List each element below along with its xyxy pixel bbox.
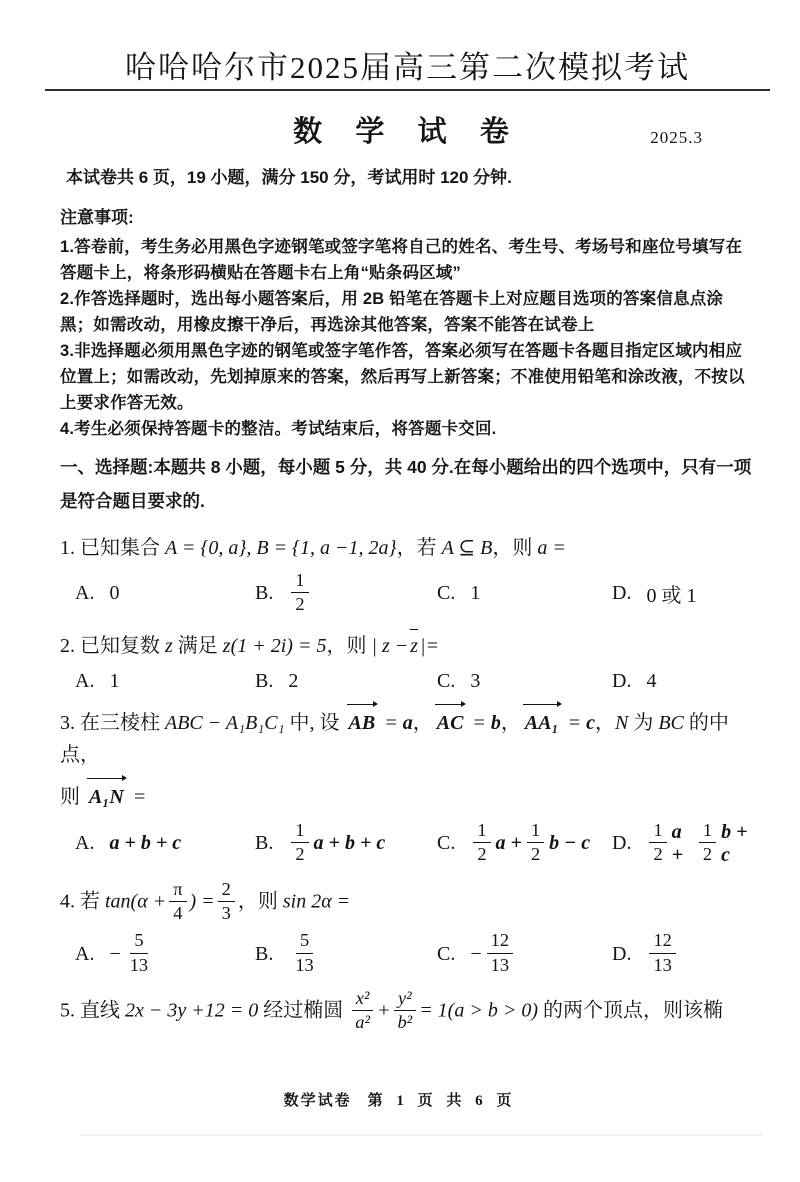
stem-text: 为 — [628, 711, 659, 734]
notice-heading: 注意事项: — [60, 208, 134, 227]
stem-text: ，若 — [396, 537, 442, 559]
option-a — [75, 932, 255, 976]
stem-text: ，则 — [237, 890, 283, 913]
fraction: $\frac{5}{13}$ — [129, 930, 149, 975]
fraction: $\frac{1}{2}$ — [649, 821, 666, 865]
option-label: B. — [255, 582, 274, 605]
option-label: B. — [255, 669, 274, 692]
option-c — [437, 932, 612, 976]
question-1-options — [60, 572, 755, 616]
option-a — [75, 670, 255, 693]
stem-text: ， — [500, 711, 521, 734]
math-close-eq: ) = — [189, 890, 215, 913]
exam-page — [0, 50, 800, 1034]
question-4-text — [60, 878, 755, 925]
fraction-2-3: $\frac{2}{3}$ — [218, 880, 235, 924]
stem-text: ，则 — [326, 634, 372, 657]
question-2 — [60, 630, 755, 693]
stem-text: 3. 在三棱柱 — [60, 711, 165, 734]
stem-text: 经过椭圆 — [258, 999, 349, 1022]
option-value: 4 — [646, 669, 657, 692]
math-c: c — [586, 711, 595, 734]
stem-text: 中, 设 — [284, 711, 345, 734]
question-3 — [60, 707, 755, 867]
footer-paper-name: 数学试卷 — [283, 1093, 352, 1109]
option-value: 2 — [288, 669, 299, 692]
option-c — [437, 670, 612, 693]
fraction: $\frac{1}{2}$ — [699, 821, 716, 865]
vector-AB: AB — [346, 707, 379, 739]
math-abs-close: |= — [420, 634, 440, 657]
option-value: a + b + c — [313, 832, 386, 855]
notice-item-1: 1.答卷前，考生务必用黑色字迹钢笔或签字笔将自己的姓名、考生号、考场号和座位号填写在答题卡上，将条形码横贴在答题卡右上角“贴条码区域” — [60, 238, 743, 282]
fraction: $\frac{1}{2}$ — [291, 821, 308, 865]
option-label: B. — [255, 942, 274, 965]
option-value: a + — [671, 820, 684, 866]
stem-text: 1. 已知集合 — [60, 537, 165, 559]
option-label: A. — [75, 669, 95, 692]
option-c — [437, 582, 612, 605]
fraction-x2-a2: $\frac{\text{x²}}{\text{a²}}$ — [351, 989, 374, 1033]
question-5-text — [60, 987, 755, 1034]
option-value: 3 — [470, 669, 481, 692]
option-value: a + — [495, 832, 522, 855]
option-value: 0 — [109, 582, 120, 605]
vector-AC: AC — [434, 707, 467, 739]
option-label: C. — [437, 942, 456, 965]
fraction: $\frac{5}{13}$ — [295, 930, 314, 975]
question-1-text — [60, 532, 755, 564]
math-N: N — [614, 711, 629, 734]
scan-edge-line — [80, 1134, 762, 1136]
minus-sign: − — [109, 942, 121, 965]
option-d — [612, 821, 755, 867]
math-equals: = — [127, 785, 147, 808]
fraction: $\frac{1}{2}$ — [473, 821, 490, 865]
stem-text: 的两个顶点，则该椭 — [538, 999, 723, 1022]
option-label: D. — [612, 669, 632, 692]
header-divider — [45, 89, 770, 91]
exam-title: 哈哈哈尔市2025届高三第二次模拟考试 — [125, 50, 690, 85]
question-2-text — [60, 630, 755, 662]
stem-text: ， — [412, 711, 433, 734]
exam-date: 2025.3 — [650, 128, 703, 147]
option-b — [255, 572, 437, 616]
option-label: C. — [437, 582, 456, 605]
notice-item-3: 3.非选择题必须用黑色字迹的钢笔或签字笔作答，答案必须写在答题卡各题目指定区域内相应位置上；如需改动，先划掉原来的答案，然后再写上新答案；不准使用铅笔和涂改液，不按以上要求作答无效。 — [60, 342, 745, 412]
math-equals: = — [562, 711, 587, 734]
stem-text: 则 — [60, 785, 85, 808]
paper-info: 本试卷共 6 页，19 小题，满分 150 分，考试用时 120 分钟. — [66, 168, 512, 187]
option-value: b − c — [549, 832, 591, 855]
footer-page-number: 第 1 页 共 6 页 — [367, 1093, 517, 1109]
option-d — [612, 670, 755, 693]
math-plus: + — [376, 999, 391, 1022]
minus-sign: − — [470, 942, 482, 965]
option-b — [255, 932, 437, 976]
option-value: 1 — [470, 582, 481, 605]
question-4-options — [60, 932, 755, 976]
option-label: C. — [437, 832, 456, 855]
question-3-options — [60, 821, 755, 867]
option-label: B. — [255, 832, 274, 855]
vector-AA1: AA₁ — [522, 707, 562, 739]
option-value: b + c — [721, 820, 748, 866]
fraction: $\frac{12}{13}$ — [487, 931, 513, 975]
stem-text: ，则 — [492, 537, 538, 559]
fraction: $\frac{1}{2}$ — [527, 821, 544, 865]
stem-text: 满足 — [172, 634, 223, 657]
option-value: a + b + c — [109, 832, 182, 855]
option-label: A. — [75, 832, 95, 855]
question-3-text-line2 — [60, 781, 755, 813]
math-z-conjugate: z — [408, 630, 420, 662]
option-value: 0 或 1 — [646, 585, 697, 608]
option-d — [612, 579, 755, 608]
stem-text: 的中点， — [60, 711, 729, 766]
math-line-eq: 2x − 3y +12 = 0 — [125, 999, 259, 1022]
math-BC: BC — [658, 711, 684, 734]
paper-title: 数 学 试 卷 — [293, 116, 522, 148]
vector-A1N: A₁N — [86, 781, 127, 813]
question-5 — [60, 987, 755, 1034]
math-set-defs: A = {0, a}, B = {1, a −1, 2a} — [165, 537, 397, 559]
option-label: D. — [612, 832, 632, 855]
math-z: z — [165, 634, 173, 657]
math-prism: ABC − A₁B₁C₁ — [165, 711, 285, 734]
notice-list — [60, 234, 755, 442]
notice-item-2: 2.作答选择题时，选出每小题答案后，用 2B 铅笔在答题卡上对应题目选项的答案信息点涂黑；如需改动，用橡皮擦干净后，再选涂其他答案，答案不能答在试卷上 — [60, 290, 724, 334]
option-value: 1 — [109, 669, 120, 692]
stem-text: 5. 直线 — [60, 999, 125, 1022]
fraction-pi-4: $\frac{\pi}{4}$ — [169, 880, 186, 924]
math-equation: z(1 + 2i) = 5 — [222, 634, 327, 657]
math-ellipse-cond: = 1(a > b > 0) — [419, 999, 538, 1022]
math-abs-open: | z − — [371, 634, 409, 657]
option-a — [75, 832, 255, 855]
option-d — [612, 932, 755, 976]
math-tan-open: tan(α + — [105, 890, 167, 913]
option-label: D. — [612, 582, 632, 605]
fraction: $\frac{1}{2}$ — [291, 571, 308, 615]
question-2-options — [60, 670, 755, 693]
stem-text: ， — [594, 711, 615, 734]
option-b — [255, 670, 437, 693]
question-4 — [60, 878, 755, 976]
math-equals: = — [467, 711, 491, 734]
math-unknown: a = — [537, 537, 566, 559]
option-label: A. — [75, 942, 95, 965]
paper-title-row — [60, 114, 755, 150]
option-label: A. — [75, 582, 95, 605]
option-label: C. — [437, 669, 456, 692]
math-equals: = — [379, 711, 403, 734]
math-sin2a: sin 2α = — [282, 890, 351, 913]
option-c — [437, 819, 612, 866]
question-3-text-line1 — [60, 707, 755, 771]
stem-text: 2. 已知复数 — [60, 634, 165, 657]
stem-text: 4. 若 — [60, 890, 105, 913]
option-b — [255, 819, 437, 866]
option-label: D. — [612, 942, 632, 965]
fraction: $\frac{12}{13}$ — [649, 931, 675, 975]
section-heading: 一、选择题:本题共 8 小题，每小题 5 分，共 40 分.在每小题给出的四个选项中，只有一项是符合题目要求的. — [60, 457, 752, 511]
fraction-y2-b2: $\frac{\text{y²}}{\text{b²}}$ — [393, 989, 416, 1033]
math-b: b — [490, 711, 501, 734]
math-subset: A ⊆ B — [441, 537, 493, 559]
page-footer — [0, 1089, 800, 1110]
math-a: a — [402, 711, 413, 734]
notice-item-4: 4.考生必须保持答题卡的整洁。考试结束后，将答题卡交回. — [60, 420, 497, 438]
option-a — [75, 582, 255, 605]
question-1 — [60, 532, 755, 616]
